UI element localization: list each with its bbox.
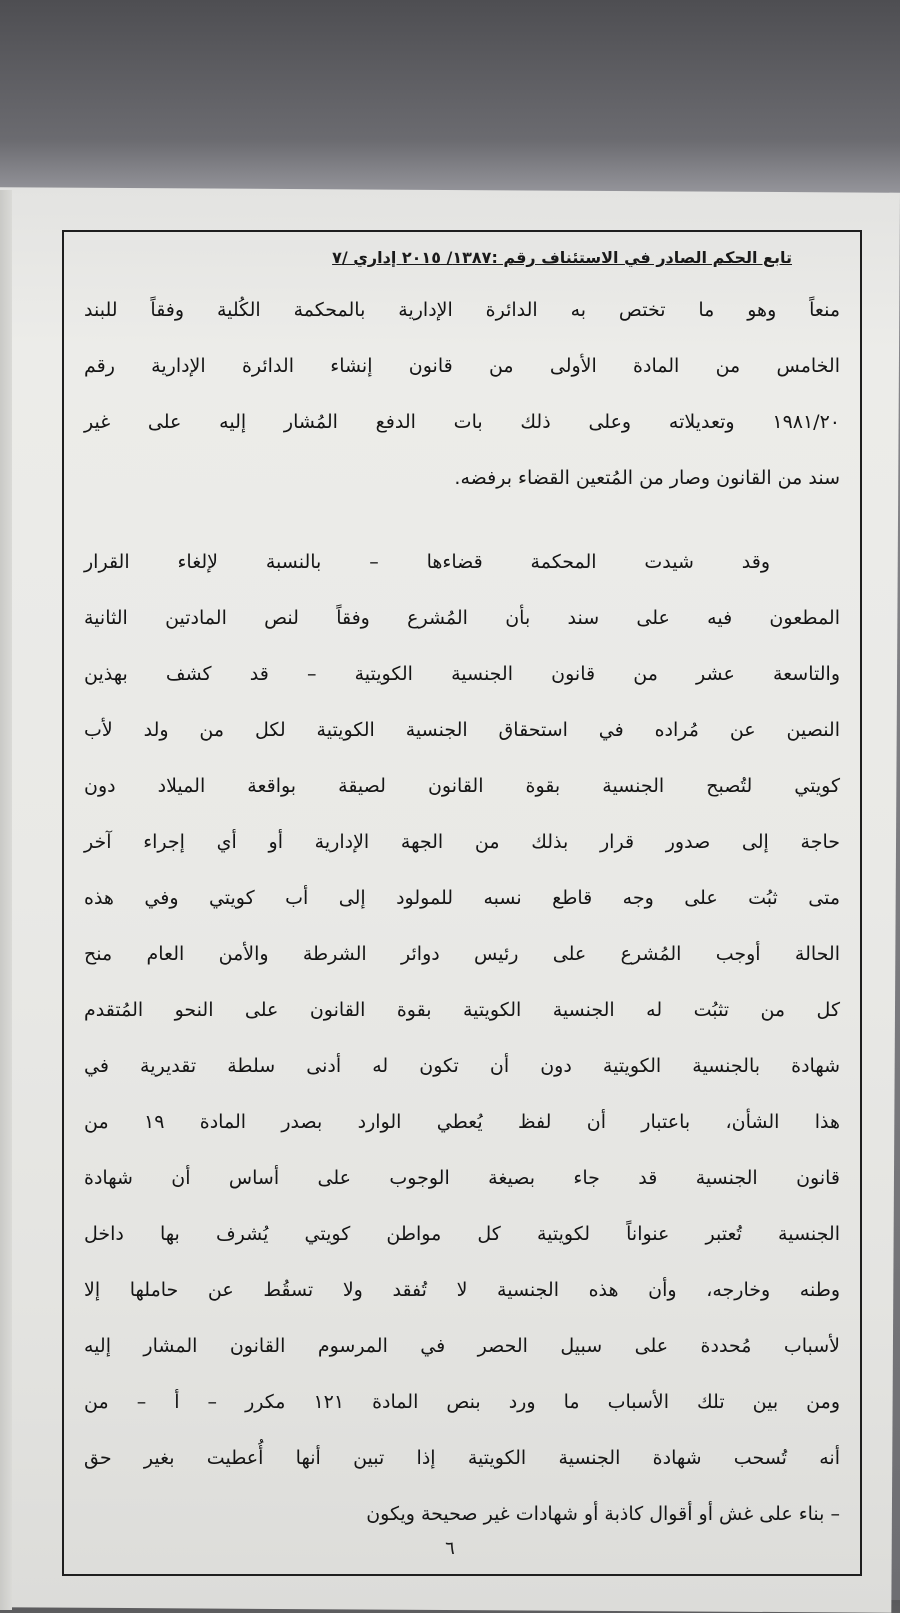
text-line: سند من القانون وصار من المُتعين القضاء برفضه. [454,467,840,489]
text-line: وطنه وخارجه، وأن هذه الجنسية لا تُفقد ولا تسقُط عن حاملها إلا [84,1279,840,1301]
text-line: الخامس من المادة الأولى من قانون إنشاء الدائرة الإدارية رقم [84,355,840,377]
text-line: وقد شيدت المحكمة قضاءها – بالنسبة لإلغاء القرار [84,551,770,573]
text-line: كل من تثبُت له الجنسية الكويتية بقوة القانون على النحو المُتقدم [84,999,840,1021]
text-line: لأسباب مُحددة على سبيل الحصر في المرسوم القانون المشار إليه [84,1335,840,1357]
paragraph-gap [84,506,840,534]
document-body [84,282,840,1542]
text-line: ١٩٨١/٢٠ وتعديلاته وعلى ذلك بات الدفع المُشار إليه على غير [84,411,840,433]
text-line: أنه تُسحب شهادة الجنسية الكويتية إذا تبين أنها أُعطيت بغير حق [84,1447,840,1469]
text-line: شهادة بالجنسية الكويتية دون أن تكون له أدنى سلطة تقديرية في [84,1055,840,1077]
text-line: متى ثبُت على وجه قاطع نسبه للمولود إلى أب كويتي وفي هذه [84,887,840,909]
text-line: كويتي لتُصبح الجنسية بقوة القانون لصيقة بواقعة الميلاد دون [84,775,840,797]
text-line: حاجة إلى صدور قرار بذلك من الجهة الإدارية أو أي إجراء آخر [84,831,840,853]
text-line: قانون الجنسية قد جاء بصيغة الوجوب على أساس أن شهادة [84,1167,840,1189]
text-line: الجنسية تُعتبر عنواناً لكويتية كل مواطن كويتي يُشرف بها داخل [84,1223,840,1245]
text-line: – بناء على غش أو أقوال كاذبة أو شهادات غير صحيحة ويكون [366,1503,840,1525]
text-line: المطعون فيه على سند بأن المُشرع وفقاً لنص المادتين الثانية [84,607,840,629]
text-line: والتاسعة عشر من قانون الجنسية الكويتية – قد كشف بهذين [84,663,840,685]
text-line: الحالة أوجب المُشرع على رئيس دوائر الشرطة والأمن العام منح [84,943,840,965]
background-surface [0,0,900,200]
document-header: تابع الحكم الصادر في الاستئناف رقم :١٣٨٧/ ٢٠١٥ إداري /٧ [332,248,792,267]
text-line: النصين عن مُراده في استحقاق الجنسية الكويتية لكل من ولد لأب [84,719,840,741]
text-line: منعاً وهو ما تختص به الدائرة الإدارية بالمحكمة الكُلية وفقاً للبند [84,299,840,321]
text-line: ومن بين تلك الأسباب ما ورد بنص المادة ١٢١ مكرر – أ – من [84,1391,840,1413]
paper-edge [0,190,12,1610]
page-number: ٦ [445,1538,455,1559]
text-line: هذا الشأن، باعتبار أن لفظ يُعطي الوارد بصدر المادة ١٩ من [84,1111,840,1133]
